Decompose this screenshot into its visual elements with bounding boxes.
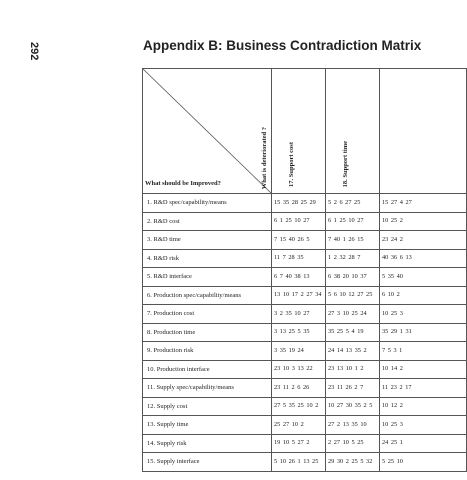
row-label: 3. R&D time [143, 231, 272, 250]
table-row [143, 379, 467, 398]
matrix-cell: 23 24 2 [380, 231, 467, 250]
page-title: Appendix B: Business Contradiction Matrix [143, 38, 422, 53]
matrix-cell: 10 25 3 [380, 416, 467, 435]
matrix-cell: 13 10 17 2 27 34 [272, 286, 326, 305]
table-row [143, 268, 467, 287]
matrix-cell: 3 2 35 10 27 [272, 305, 326, 324]
row-label: 14. Supply risk [143, 434, 272, 453]
matrix-cell: 6 10 2 [380, 286, 467, 305]
column-header: 18. Support time [326, 69, 380, 194]
matrix-cell: 23 13 10 1 2 [326, 360, 380, 379]
corner-cell [143, 69, 272, 194]
diagonal-line [143, 69, 271, 193]
matrix-cell: 7 15 40 26 5 [272, 231, 326, 250]
matrix-cell: 6 7 40 38 13 [272, 268, 326, 287]
matrix-cell: 19 10 5 27 2 [272, 434, 326, 453]
table-row [143, 434, 467, 453]
matrix-cell: 2 27 10 5 25 [326, 434, 380, 453]
matrix-cell: 5 25 10 [380, 453, 467, 472]
matrix-cell: 35 25 5 4 19 [326, 323, 380, 342]
matrix-cell: 5 35 40 [380, 268, 467, 287]
improved-label: What should be Improved? [145, 180, 221, 187]
matrix-cell: 35 29 1 31 [380, 323, 467, 342]
row-label: 4. R&D risk [143, 249, 272, 268]
matrix-cell: 10 14 2 [380, 360, 467, 379]
row-label: 10. Production interface [143, 360, 272, 379]
matrix-cell: 23 11 26 2 7 [326, 379, 380, 398]
matrix-cell: 15 27 4 27 [380, 194, 467, 213]
column-header: 17. Support cost [272, 69, 326, 194]
row-label: 2. R&D cost [143, 212, 272, 231]
matrix-cell: 5 6 10 12 27 25 [326, 286, 380, 305]
matrix-cell: 10 12 2 [380, 397, 467, 416]
matrix-cell: 29 30 2 25 5 32 [326, 453, 380, 472]
table-row [143, 397, 467, 416]
deteriorated-label: What is deteriorated ? [261, 126, 268, 189]
contradiction-matrix [142, 68, 412, 466]
table-row [143, 416, 467, 435]
matrix-cell: 1 2 32 28 7 [326, 249, 380, 268]
matrix-cell: 6 38 20 10 37 [326, 268, 380, 287]
table-row [143, 212, 467, 231]
row-label: 9. Production risk [143, 342, 272, 361]
table-row [143, 360, 467, 379]
page-number: 292 [28, 42, 40, 61]
row-label: 15. Supply interface [143, 453, 272, 472]
matrix-cell: 7 40 1 26 15 [326, 231, 380, 250]
row-label: 13. Supply time [143, 416, 272, 435]
row-label: 1. R&D spec/capability/means [143, 194, 272, 213]
matrix-cell: 6 1 25 10 27 [326, 212, 380, 231]
matrix-cell: 23 10 3 13 22 [272, 360, 326, 379]
matrix-cell: 15 35 28 25 29 [272, 194, 326, 213]
matrix-cell: 10 25 3 [380, 305, 467, 324]
matrix-body [143, 194, 467, 472]
matrix-cell: 40 36 6 13 [380, 249, 467, 268]
row-label: 11. Supply spec/capability/means [143, 379, 272, 398]
matrix-cell: 24 25 1 [380, 434, 467, 453]
table-row [143, 323, 467, 342]
matrix-cell: 5 2 6 27 25 [326, 194, 380, 213]
table-row [143, 286, 467, 305]
table-row [143, 342, 467, 361]
matrix-cell: 25 27 10 2 [272, 416, 326, 435]
matrix-cell: 5 10 26 1 13 25 [272, 453, 326, 472]
matrix-cell: 7 5 3 1 [380, 342, 467, 361]
matrix-cell: 11 23 2 17 [380, 379, 467, 398]
table-row [143, 194, 467, 213]
matrix-cell: 6 1 25 10 27 [272, 212, 326, 231]
row-label: 12. Supply cost [143, 397, 272, 416]
table-row [143, 453, 467, 472]
table-row [143, 249, 467, 268]
matrix-cell: 10 25 2 [380, 212, 467, 231]
header-row [143, 69, 467, 194]
table-row [143, 231, 467, 250]
matrix-cell: 27 5 35 25 10 2 [272, 397, 326, 416]
row-label: 7. Production cost [143, 305, 272, 324]
matrix-cell: 27 3 10 25 24 [326, 305, 380, 324]
matrix-cell: 27 2 13 35 10 [326, 416, 380, 435]
row-label: 8. Production time [143, 323, 272, 342]
matrix-cell: 24 14 13 35 2 [326, 342, 380, 361]
row-label: 5. R&D interface [143, 268, 272, 287]
table-row [143, 305, 467, 324]
matrix-cell: 23 11 2 6 26 [272, 379, 326, 398]
matrix-cell: 11 7 28 35 [272, 249, 326, 268]
matrix-cell: 3 35 19 24 [272, 342, 326, 361]
column-header [380, 69, 467, 194]
row-label: 6. Production spec/capability/means [143, 286, 272, 305]
matrix-table [142, 68, 467, 472]
matrix-cell: 10 27 30 35 2 5 [326, 397, 380, 416]
matrix-cell: 3 13 25 5 35 [272, 323, 326, 342]
